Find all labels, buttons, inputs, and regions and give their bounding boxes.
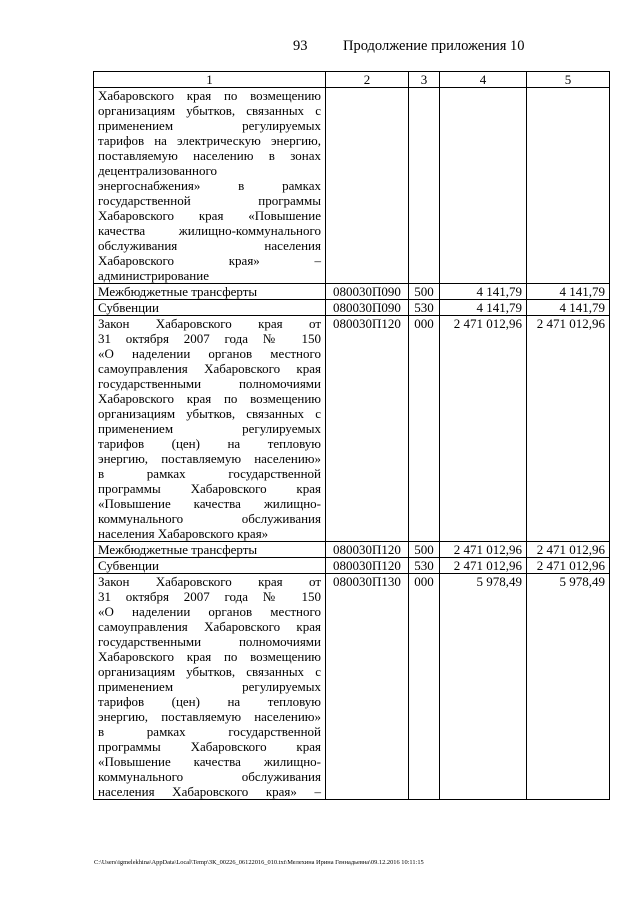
description-line: коммунального обслуживания <box>98 511 321 526</box>
description-line: в рамках государственной <box>98 466 321 481</box>
description-line: в рамках государственной <box>98 724 321 739</box>
amount-col-5: 2 471 012,96 <box>527 558 610 574</box>
target-article-code: 080030П090 <box>326 284 409 300</box>
amount-col-4: 2 471 012,96 <box>440 542 527 558</box>
amount-col-4 <box>440 88 527 284</box>
row-description <box>94 316 326 542</box>
column-header-5: 5 <box>527 72 610 88</box>
description-line: самоуправления Хабаровского края <box>98 361 321 376</box>
appendix-continuation-title: Продолжение приложения 10 <box>343 38 525 54</box>
table-row <box>94 300 610 316</box>
amount-col-5: 2 471 012,96 <box>527 542 610 558</box>
target-article-code: 080030П120 <box>326 316 409 542</box>
amount-col-4: 5 978,49 <box>440 574 527 800</box>
file-path-footer: C:\Users\igmelekhina\AppData\Local\Temp\ЗК_00226_06122016_010.txt\Мелехина Ирина Геннадьевна\09.12.2016 10:11:15 <box>94 859 424 866</box>
column-header-1: 1 <box>94 72 326 88</box>
expense-type-code: 530 <box>409 300 440 316</box>
column-header-4: 4 <box>440 72 527 88</box>
description-line: государственными полномочиями <box>98 634 321 649</box>
amount-col-4: 2 471 012,96 <box>440 316 527 542</box>
description-line: Закон Хабаровского края от <box>98 316 321 331</box>
description-line: Хабаровского края по возмещению <box>98 88 321 103</box>
target-article-code <box>326 88 409 284</box>
expense-type-code: 000 <box>409 574 440 800</box>
description-line: децентрализованного <box>98 163 217 178</box>
description-line: Закон Хабаровского края от <box>98 574 321 589</box>
description-line: энергию, поставляемую населению» <box>98 709 321 724</box>
description-line: Субвенции <box>98 558 159 573</box>
target-article-code: 080030П090 <box>326 300 409 316</box>
amount-col-4: 4 141,79 <box>440 284 527 300</box>
expense-type-code: 530 <box>409 558 440 574</box>
description-line: энергоснабжения» в рамках <box>98 178 321 193</box>
page-number: 93 <box>293 38 308 54</box>
description-line: коммунального обслуживания <box>98 769 321 784</box>
expense-type-code: 000 <box>409 316 440 542</box>
column-header-3: 3 <box>409 72 440 88</box>
description-line: поставляемую населению в зонах <box>98 148 321 163</box>
expense-type-code: 500 <box>409 542 440 558</box>
description-line: применением регулируемых <box>98 421 321 436</box>
description-line: Хабаровского края по возмещению <box>98 391 321 406</box>
description-line: программы Хабаровского края <box>98 481 321 496</box>
description-line: Межбюджетные трансферты <box>98 542 258 557</box>
description-line: самоуправления Хабаровского края <box>98 619 321 634</box>
amount-col-5: 2 471 012,96 <box>527 316 610 542</box>
description-line: применением регулируемых <box>98 118 321 133</box>
table-row <box>94 284 610 300</box>
description-line: Хабаровского края по возмещению <box>98 649 321 664</box>
table-row <box>94 88 610 284</box>
description-line: Субвенции <box>98 300 159 315</box>
target-article-code: 080030П120 <box>326 558 409 574</box>
row-description <box>94 542 326 558</box>
description-line: государственными полномочиями <box>98 376 321 391</box>
description-line: Межбюджетные трансферты <box>98 284 258 299</box>
amount-col-5: 5 978,49 <box>527 574 610 800</box>
description-line: населения Хабаровского края» – <box>98 784 321 799</box>
description-line: «О наделении органов местного <box>98 346 321 361</box>
description-line: администрирование <box>98 268 209 283</box>
description-line: программы Хабаровского края <box>98 739 321 754</box>
amount-col-4: 4 141,79 <box>440 300 527 316</box>
description-line: 31 октября 2007 года № 150 <box>98 589 321 604</box>
amount-col-5: 4 141,79 <box>527 300 610 316</box>
budget-table <box>93 71 610 800</box>
description-line: применением регулируемых <box>98 679 321 694</box>
target-article-code: 080030П130 <box>326 574 409 800</box>
description-line: организациям убытков, связанных с <box>98 406 321 421</box>
row-description <box>94 558 326 574</box>
description-line: государственной программы <box>98 193 321 208</box>
description-line: Хабаровского края» – <box>98 253 321 268</box>
column-number-row <box>94 72 610 88</box>
amount-col-5 <box>527 88 610 284</box>
description-line: «Повышение качества жилищно- <box>98 496 321 511</box>
amount-col-4: 2 471 012,96 <box>440 558 527 574</box>
description-line: тарифов (цен) на тепловую <box>98 694 321 709</box>
row-description <box>94 300 326 316</box>
expense-type-code: 500 <box>409 284 440 300</box>
description-line: энергию, поставляемую населению» <box>98 451 321 466</box>
row-description <box>94 284 326 300</box>
amount-col-5: 4 141,79 <box>527 284 610 300</box>
description-line: обслуживания населения <box>98 238 321 253</box>
table-row <box>94 542 610 558</box>
description-line: 31 октября 2007 года № 150 <box>98 331 321 346</box>
target-article-code: 080030П120 <box>326 542 409 558</box>
table-row <box>94 574 610 800</box>
description-line: Хабаровского края «Повышение <box>98 208 321 223</box>
row-description <box>94 574 326 800</box>
row-description <box>94 88 326 284</box>
description-line: качества жилищно-коммунального <box>98 223 321 238</box>
description-line: тарифов на электрическую энергию, <box>98 133 321 148</box>
table-row <box>94 316 610 542</box>
description-line: тарифов (цен) на тепловую <box>98 436 321 451</box>
description-line: организациям убытков, связанных с <box>98 103 321 118</box>
description-line: «О наделении органов местного <box>98 604 321 619</box>
description-line: населения Хабаровского края» <box>98 526 269 541</box>
budget-table-body <box>94 72 610 800</box>
description-line: «Повышение качества жилищно- <box>98 754 321 769</box>
description-line: организациям убытков, связанных с <box>98 664 321 679</box>
expense-type-code <box>409 88 440 284</box>
column-header-2: 2 <box>326 72 409 88</box>
table-row <box>94 558 610 574</box>
